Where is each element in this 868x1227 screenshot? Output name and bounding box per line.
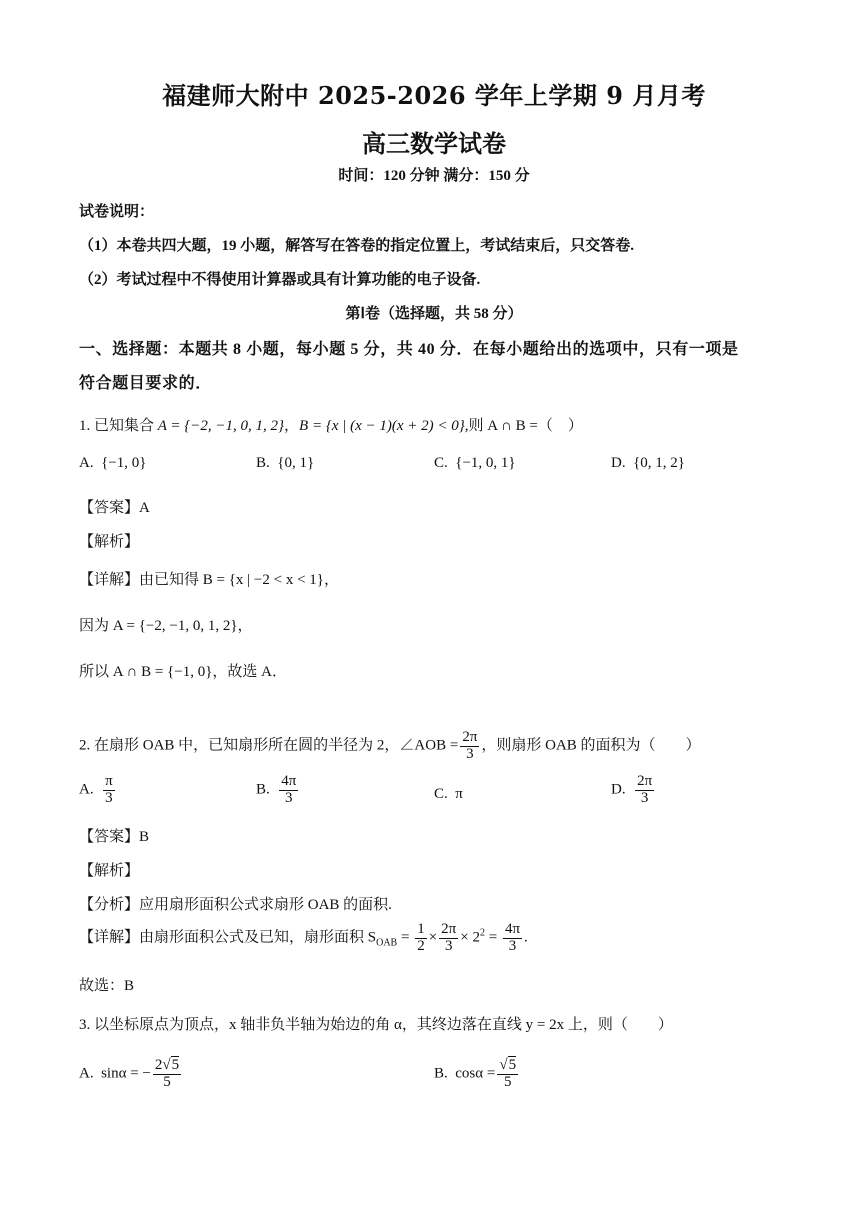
q2-option-c: C. π [434,786,463,802]
q1-detail-1: 【详解】由已知得 B = {x | −2 < x < 1}， [79,572,339,588]
exam-time-info: 时间：120 分钟 满分：150 分 [338,168,530,184]
part1-heading: 第Ⅰ卷（选择题，共 58 分） [345,306,523,322]
exam-title: 福建师大附中 2025-2026 学年上学期 9 月月考 [162,81,706,110]
q1-analysis: 【解析】 [79,534,140,550]
q1-set-b: B = {x | (x − 1)(x + 2) < 0} [299,418,465,434]
q1-answer: 【答案】A [79,500,150,516]
q2-option-b: B. $\frac{4\pi}{3}$ [256,773,297,806]
q1-stem: 1. 已知集合 A = {−2, −1, 0, 1, 2}，B = {x | (x − 1)(x + 2) < 0},则 A ∩ B =（ ） [79,418,583,434]
q2-answer: 【答案】B [79,829,150,845]
q3-option-b: B. cosα = $\frac{√5}{5}$ [434,1057,517,1090]
q2-option-d: D. $\frac{2\pi}{3}$ [611,773,653,806]
q2-choice: 故选：B [79,978,135,994]
q1-option-c: C. {−1, 0, 1} [434,455,516,471]
q1-set-a: A = {−2, −1, 0, 1, 2} [157,418,285,434]
q2-option-a: A. $\frac{\pi}{3}$ [79,773,113,806]
instruction-item-1: （1）本卷共四大题，19 小题，解答写在答卷的指定位置上，考试结束后，只交答卷. [79,238,635,254]
section-heading-line1: 一、选择题：本题共 8 小题，每小题 5 分，共 40 分．在每小题给出的选项中，只有一项是 [79,341,739,358]
q2-fenxi: 【分析】应用扇形面积公式求扇形 OAB 的面积. [79,897,392,913]
q3-option-a: A. sinα = − $\frac{2√5}{5}$ [79,1057,180,1090]
exam-subtitle: 高三数学试卷 [362,129,506,158]
q1-detail-2: 因为 A = {−2, −1, 0, 1, 2}， [79,618,253,634]
instruction-item-2: （2）考试过程中不得使用计算器或具有计算功能的电子设备. [79,272,481,288]
q1-option-a: A. {−1, 0} [79,455,147,471]
q2-analysis: 【解析】 [79,863,140,879]
q1-option-b: B. {0, 1} [256,455,315,471]
q1-detail-3: 所以 A ∩ B = {−1, 0}，故选 A． [79,664,287,680]
q2-detail: 【详解】由扇形面积公式及已知，扇形面积 $S_{OAB}$ = $\frac{1}{2}$ × $\frac{2\pi}{3}$ × $2^2$ = $\frac{4\pi}{3}$ . [79,921,528,954]
q2-stem: 2. 在扇形 OAB 中，已知扇形所在圆的半径为 2，∠AOB = $\frac{2\pi}{3}$ ，则扇形 OAB 的面积为（ ） [79,729,701,762]
q1-option-d: D. {0, 1, 2} [611,455,685,471]
section-heading-line2: 符合题目要求的． [79,375,212,392]
q3-stem: 3. 以坐标原点为顶点，x 轴非负半轴为始边的角 α，其终边落在直线 y = 2x 上，则（ ） [79,1017,673,1033]
instructions-heading: 试卷说明： [79,204,155,220]
